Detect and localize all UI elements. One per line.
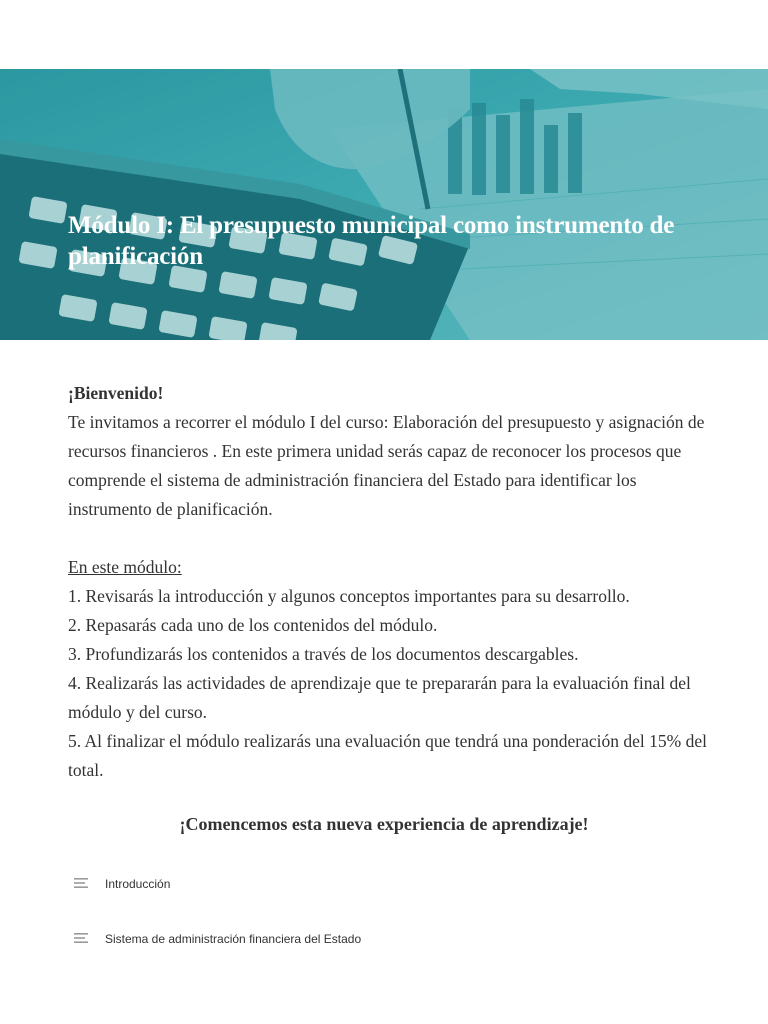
hero-banner [0, 69, 768, 340]
spacer [68, 524, 708, 553]
page-title: Módulo I: El presupuesto municipal como instrumento de planificación [68, 212, 675, 270]
module-steps-label: En este módulo: [68, 557, 182, 577]
module-step: 3. Profundizarás los contenidos a través de los documentos descargables. [68, 644, 579, 664]
call-to-action: ¡Comencemos esta nueva experiencia de aprendizaje! [179, 814, 589, 834]
module-step: 5. Al finalizar el módulo realizarás una evaluación que tendrá una ponderación del 15% del total. [68, 731, 707, 780]
lesson-label: Introducción [105, 877, 171, 891]
module-step: 4. Realizarás las actividades de aprendizaje que te prepararán para la evaluación final del módulo y del curso. [68, 673, 691, 722]
intro-paragraph: Te invitamos a recorrer el módulo I del curso: Elaboración del presupuesto y asignación de recursos financieros . En este primera unidad serás capaz de reconocer los procesos que comprende el sistema de administración financiera del Estado para identificar los instrumento de planificación. [68, 412, 705, 519]
welcome-heading: ¡Bienvenido! [68, 383, 164, 403]
module-step: 1. Revisarás la introducción y algunos conceptos importantes para su desarrollo. [68, 586, 630, 606]
lesson-text-icon [68, 870, 96, 898]
lesson-text-icon [68, 925, 96, 953]
lesson-item-introduccion[interactable] [68, 870, 688, 898]
lesson-item-sistema-administracion[interactable] [68, 925, 688, 953]
calculator-charts-image [0, 69, 768, 340]
module-intro [68, 379, 708, 785]
lesson-label: Sistema de administración financiera del Estado [105, 932, 362, 946]
module-step: 2. Repasarás cada uno de los contenidos del módulo. [68, 615, 438, 635]
